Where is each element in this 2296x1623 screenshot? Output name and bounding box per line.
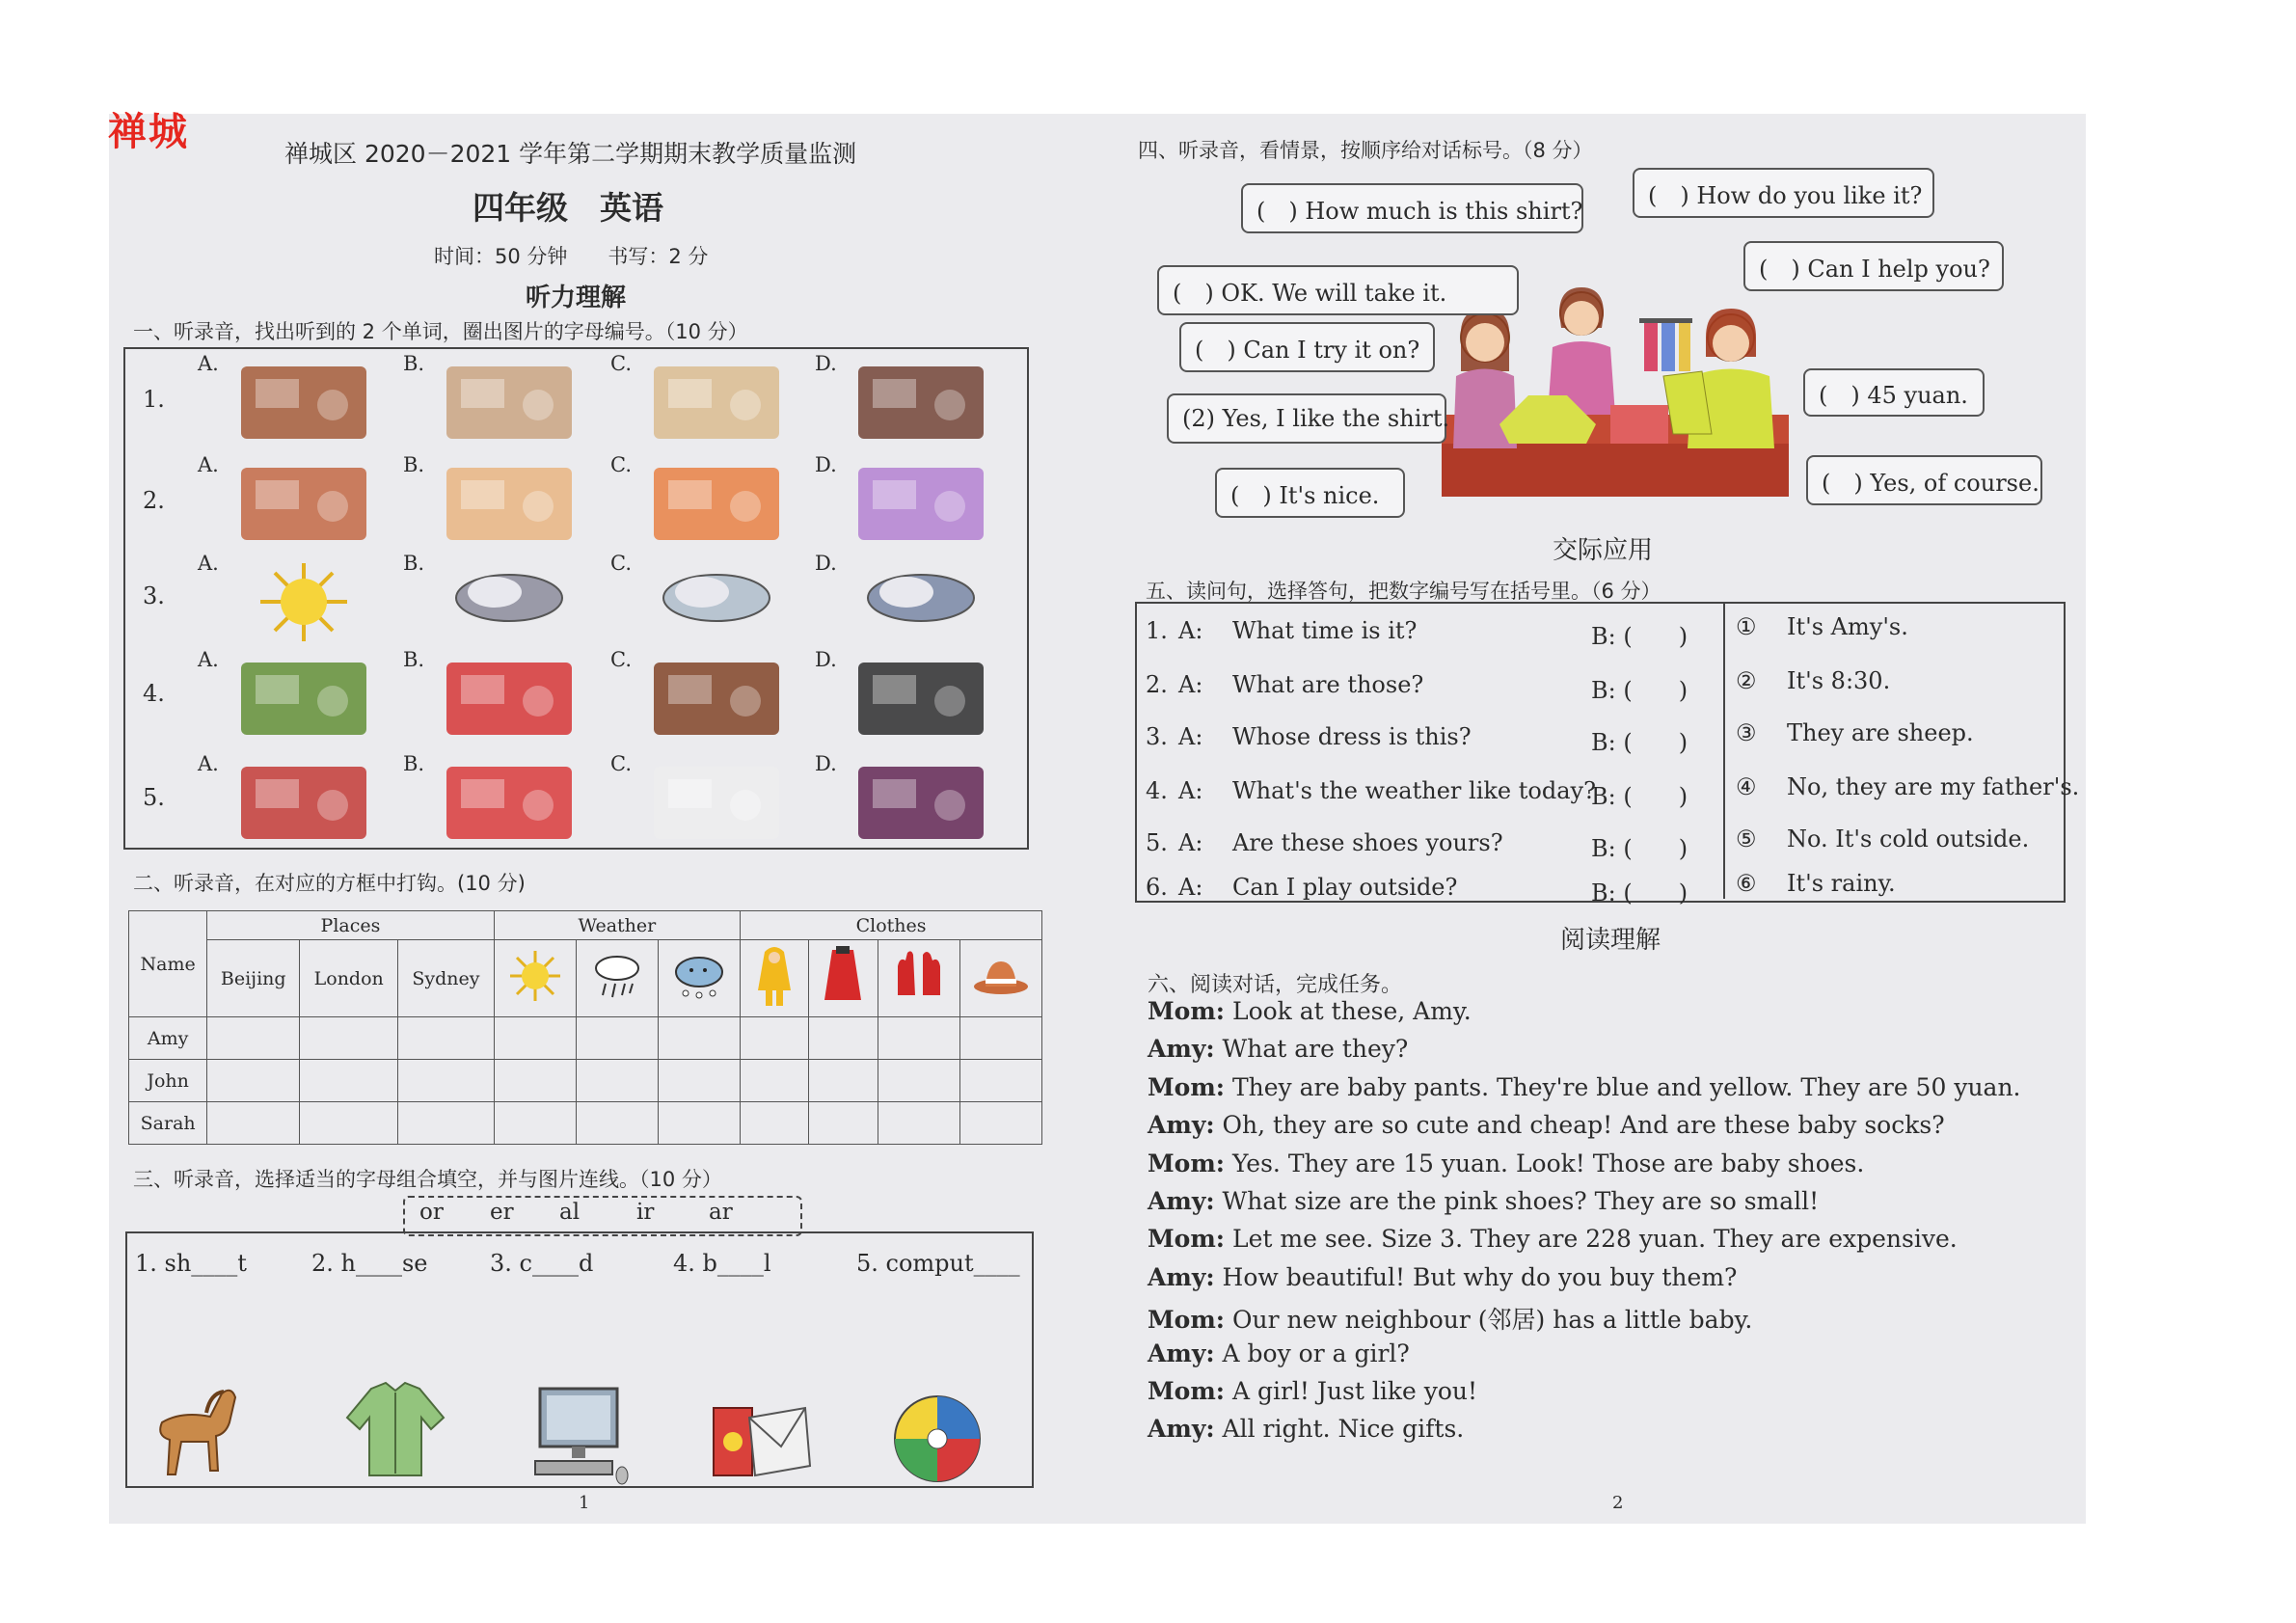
section1-option-letter: B. xyxy=(403,352,425,375)
section1-option-letter: C. xyxy=(610,648,632,671)
section1-option-letter: B. xyxy=(403,453,425,476)
gloves-icon xyxy=(878,940,959,1017)
section1-option-letter: C. xyxy=(610,352,632,375)
answer-blank[interactable]: B: ( ) xyxy=(1591,729,1688,756)
snow-cloud-icon xyxy=(658,940,740,1017)
section1-option-letter: D. xyxy=(815,453,837,476)
letter-choice: or xyxy=(419,1200,444,1225)
dialogue-line xyxy=(1148,997,1472,1025)
table-group-places: Places xyxy=(207,911,494,940)
dialogue-text: Let me see. Size 3. They are 228 yuan. They are expensive. xyxy=(1225,1225,1958,1254)
fill-in-word: 5. comput____ xyxy=(856,1250,1020,1277)
dialogue-line xyxy=(1148,1111,1945,1139)
dialogue-text: Oh, they are so cute and cheap! And are these baby socks? xyxy=(1214,1111,1945,1140)
section1-option-letter: B. xyxy=(403,552,425,575)
table-name-sarah: Sarah xyxy=(129,1102,207,1145)
socks-picture[interactable] xyxy=(231,762,376,844)
dialogue-text: What are they? xyxy=(1214,1035,1409,1064)
dialogue-speaker: Amy: xyxy=(1148,1111,1215,1140)
dialogue-speaker: Mom: xyxy=(1148,1072,1226,1101)
shorts-picture[interactable] xyxy=(437,762,581,844)
section1-option-letter: B. xyxy=(403,648,425,671)
computer-picture xyxy=(526,1384,632,1490)
question-speaker-a: A: xyxy=(1178,777,1203,804)
listening-heading: 听力理解 xyxy=(526,284,627,312)
question-number: 2. xyxy=(1146,671,1168,698)
dialogue-speaker: Mom: xyxy=(1148,1306,1226,1335)
question-text: Whose dress is this? xyxy=(1232,723,1472,750)
answer-number: ⑥ xyxy=(1736,870,1757,897)
classroom-picture[interactable] xyxy=(231,362,376,448)
dialogue-line xyxy=(1148,1301,1752,1336)
classroom-seats-picture[interactable] xyxy=(849,362,993,448)
exam-title: 禅城区 2020－2021 学年第二学期期末教学质量监测 xyxy=(284,140,857,168)
question-text: Are these shoes yours? xyxy=(1232,829,1503,856)
dialogue-bubble[interactable]: ( ) Yes, of course. xyxy=(1806,455,2042,505)
raincoat-icon xyxy=(741,940,809,1017)
dialogue-speaker: Amy: xyxy=(1148,1415,1215,1444)
section1-row-number: 1. xyxy=(143,386,165,413)
cows-picture[interactable] xyxy=(849,658,993,740)
question-text: What are those? xyxy=(1232,671,1424,698)
dialogue-speaker: Mom: xyxy=(1148,1225,1226,1254)
letter-choice: al xyxy=(559,1200,581,1225)
dialogue-line xyxy=(1148,1263,1737,1291)
dialogue-bubble[interactable]: ( ) How much is this shirt? xyxy=(1241,183,1583,233)
dialogue-speaker: Amy: xyxy=(1148,1339,1215,1367)
answer-number: ④ xyxy=(1736,773,1757,800)
answer-number: ① xyxy=(1736,613,1757,640)
birthday-card-picture xyxy=(709,1398,815,1485)
sun-icon xyxy=(494,940,576,1017)
dialogue-speaker: Mom: xyxy=(1148,1377,1226,1405)
question-speaker-a: A: xyxy=(1178,723,1203,750)
answer-text: It's rainy. xyxy=(1787,870,1896,897)
section1-option-letter: B. xyxy=(403,752,425,775)
shirt-picture xyxy=(342,1379,448,1480)
section1-option-letter: C. xyxy=(610,453,632,476)
question-text: What's the weather like today? xyxy=(1232,777,1596,804)
dialogue-text: How beautiful! But why do you buy them? xyxy=(1214,1262,1738,1291)
dialogue-line xyxy=(1148,1377,1477,1405)
two-kids-picture[interactable] xyxy=(437,463,581,545)
students-desks-picture[interactable] xyxy=(437,362,581,448)
dialogue-speaker: Mom: xyxy=(1148,1149,1226,1177)
dialogue-speaker: Amy: xyxy=(1148,1035,1215,1064)
question-number: 1. xyxy=(1146,617,1168,644)
sleeping-girl-picture[interactable] xyxy=(849,463,993,545)
dialogue-line xyxy=(1148,1415,1464,1443)
rain-cloud-icon xyxy=(576,940,658,1017)
dialogue-bubble[interactable]: ( ) 45 yuan. xyxy=(1803,368,1985,417)
dialogue-text: All right. Nice gifts. xyxy=(1214,1415,1465,1444)
section1-row-number: 4. xyxy=(143,680,165,707)
boy-eating-picture[interactable] xyxy=(644,463,789,545)
windy-picture[interactable] xyxy=(849,561,993,643)
letter-choice: er xyxy=(490,1200,514,1225)
skirt-picture[interactable] xyxy=(849,762,993,844)
dialogue-line xyxy=(1148,1073,2021,1101)
dialogue-bubble[interactable]: ( ) How do you like it? xyxy=(1633,168,1934,218)
section5-divider xyxy=(1723,604,1725,899)
dialogue-text: Our new neighbour (邻居) has a little baby. xyxy=(1225,1306,1753,1335)
answer-blank[interactable]: B: ( ) xyxy=(1591,835,1688,862)
dialogue-bubble[interactable]: (2) Yes, I like the shirt. xyxy=(1167,393,1446,444)
horse-picture xyxy=(143,1374,249,1485)
section1-row-number: 3. xyxy=(143,582,165,609)
exam-subject: 四年级 英语 xyxy=(473,189,663,227)
fill-in-word: 1. sh____t xyxy=(135,1250,247,1277)
communication-heading: 交际应用 xyxy=(1553,536,1654,565)
question-speaker-a: A: xyxy=(1178,617,1203,644)
answer-blank[interactable]: B: ( ) xyxy=(1591,677,1688,704)
weather-places-clothes-table xyxy=(128,910,1042,1145)
section5-title: 五、读问句，选择答句，把数字编号写在括号里。（6 分） xyxy=(1146,580,1661,603)
horses-picture[interactable] xyxy=(644,658,789,740)
section3-title: 三、听录音，选择适当的字母组合填空，并与图片连线。（10 分） xyxy=(133,1168,722,1191)
section1-row-number: 2. xyxy=(143,487,165,514)
answer-text: It's Amy's. xyxy=(1787,613,1908,640)
section1-option-letter: A. xyxy=(198,752,219,775)
dialogue-bubble[interactable]: ( ) Can I try it on? xyxy=(1179,322,1435,372)
dialogue-text: They are baby pants. They're blue and yellow. They are 50 yuan. xyxy=(1225,1072,2021,1101)
answer-blank[interactable]: B: ( ) xyxy=(1591,623,1688,650)
ball-picture xyxy=(892,1393,984,1485)
dialogue-text: Look at these, Amy. xyxy=(1225,997,1472,1025)
section1-option-letter: D. xyxy=(815,352,837,375)
section1-option-letter: A. xyxy=(198,552,219,575)
dialogue-line xyxy=(1148,1035,1408,1063)
tomatoes-picture[interactable] xyxy=(437,658,581,740)
dialogue-text: What size are the pink shoes? They are so small! xyxy=(1214,1187,1820,1215)
rainy-cloud-picture[interactable] xyxy=(437,561,581,643)
dialogue-text: Yes. They are 15 yuan. Look! Those are baby shoes. xyxy=(1225,1149,1865,1177)
dialogue-text: A boy or a girl? xyxy=(1214,1339,1410,1367)
section1-row-number: 5. xyxy=(143,784,165,811)
dialogue-line xyxy=(1148,1339,1410,1367)
section6-title: 六、阅读对话，完成任务。 xyxy=(1148,973,1403,997)
answer-blank[interactable]: B: ( ) xyxy=(1591,783,1688,810)
question-speaker-a: A: xyxy=(1178,829,1203,856)
question-number: 4. xyxy=(1146,777,1168,804)
kids-playing-picture[interactable] xyxy=(644,362,789,448)
table-group-clothes: Clothes xyxy=(741,911,1042,940)
letter-choice: ar xyxy=(709,1200,733,1225)
school-kids-picture[interactable] xyxy=(231,463,376,545)
dialogue-line xyxy=(1148,1187,1819,1215)
answer-number: ② xyxy=(1736,667,1757,694)
section4-title: 四、听录音，看情景，按顺序给对话标号。（8 分） xyxy=(1138,139,1593,162)
dialogue-bubble[interactable]: ( ) Can I help you? xyxy=(1743,241,2004,291)
page-number-1: 1 xyxy=(579,1493,590,1513)
green-beans-picture[interactable] xyxy=(231,658,376,740)
shirt-white-picture[interactable] xyxy=(644,762,789,844)
dialogue-text: A girl! Just like you! xyxy=(1225,1377,1478,1405)
dialogue-speaker: Amy: xyxy=(1148,1262,1215,1291)
fill-in-word: 3. c____d xyxy=(490,1250,594,1277)
region-stamp: 禅城 xyxy=(108,110,189,154)
dialogue-bubble[interactable]: ( ) It's nice. xyxy=(1215,468,1405,518)
section1-title: 一、听录音，找出听到的 2 个单词，圈出图片的字母编号。（10 分） xyxy=(133,320,748,343)
table-place-london: London xyxy=(300,940,398,1017)
question-text: What time is it? xyxy=(1232,617,1418,644)
sunny-picture[interactable] xyxy=(231,561,376,643)
question-speaker-a: A: xyxy=(1178,874,1203,901)
dialogue-line xyxy=(1148,1150,1864,1177)
sun-hat-icon xyxy=(959,940,1041,1017)
section1-option-letter: D. xyxy=(815,648,837,671)
question-number: 6. xyxy=(1146,874,1168,901)
question-speaker-a: A: xyxy=(1178,671,1203,698)
dialogue-line xyxy=(1148,1225,1958,1253)
answer-text: No. It's cold outside. xyxy=(1787,825,2030,852)
answer-text: They are sheep. xyxy=(1787,719,1974,746)
table-group-weather: Weather xyxy=(494,911,741,940)
question-number: 3. xyxy=(1146,723,1168,750)
table-name-john: John xyxy=(129,1060,207,1102)
table-name-amy: Amy xyxy=(129,1017,207,1060)
answer-text: No, they are my father's. xyxy=(1787,773,2080,800)
question-text: Can I play outside? xyxy=(1232,874,1458,901)
section2-title: 二、听录音，在对应的方框中打钩。(10 分) xyxy=(133,872,526,895)
page-number-2: 2 xyxy=(1612,1493,1624,1513)
reading-heading: 阅读理解 xyxy=(1560,926,1661,955)
question-number: 5. xyxy=(1146,829,1168,856)
dialogue-speaker: Mom: xyxy=(1148,997,1226,1025)
dialogue-speaker: Amy: xyxy=(1148,1187,1215,1215)
dialogue-bubble[interactable]: ( ) OK. We will take it. xyxy=(1157,265,1519,315)
section1-option-letter: C. xyxy=(610,752,632,775)
section1-option-letter: C. xyxy=(610,552,632,575)
section1-option-letter: A. xyxy=(198,352,219,375)
table-name-header: Name xyxy=(129,911,207,1017)
sun-behind-cloud-picture[interactable] xyxy=(644,561,789,643)
answer-blank[interactable]: B: ( ) xyxy=(1591,879,1688,906)
section1-option-letter: A. xyxy=(198,648,219,671)
exam-time-info: 时间：50 分钟 书写：2 分 xyxy=(434,245,709,268)
answer-number: ⑤ xyxy=(1736,825,1757,852)
fill-in-word: 2. h____se xyxy=(311,1250,428,1277)
letter-choices-box xyxy=(403,1196,802,1236)
answer-number: ③ xyxy=(1736,719,1757,746)
section1-option-letter: A. xyxy=(198,453,219,476)
red-coat-icon xyxy=(809,940,878,1017)
fill-in-word: 4. b____l xyxy=(673,1250,771,1277)
table-place-beijing: Beijing xyxy=(207,940,300,1017)
table-place-sydney: Sydney xyxy=(398,940,494,1017)
answer-text: It's 8:30. xyxy=(1787,667,1891,694)
letter-choice: ir xyxy=(636,1200,655,1225)
section1-option-letter: D. xyxy=(815,552,837,575)
section1-option-letter: D. xyxy=(815,752,837,775)
